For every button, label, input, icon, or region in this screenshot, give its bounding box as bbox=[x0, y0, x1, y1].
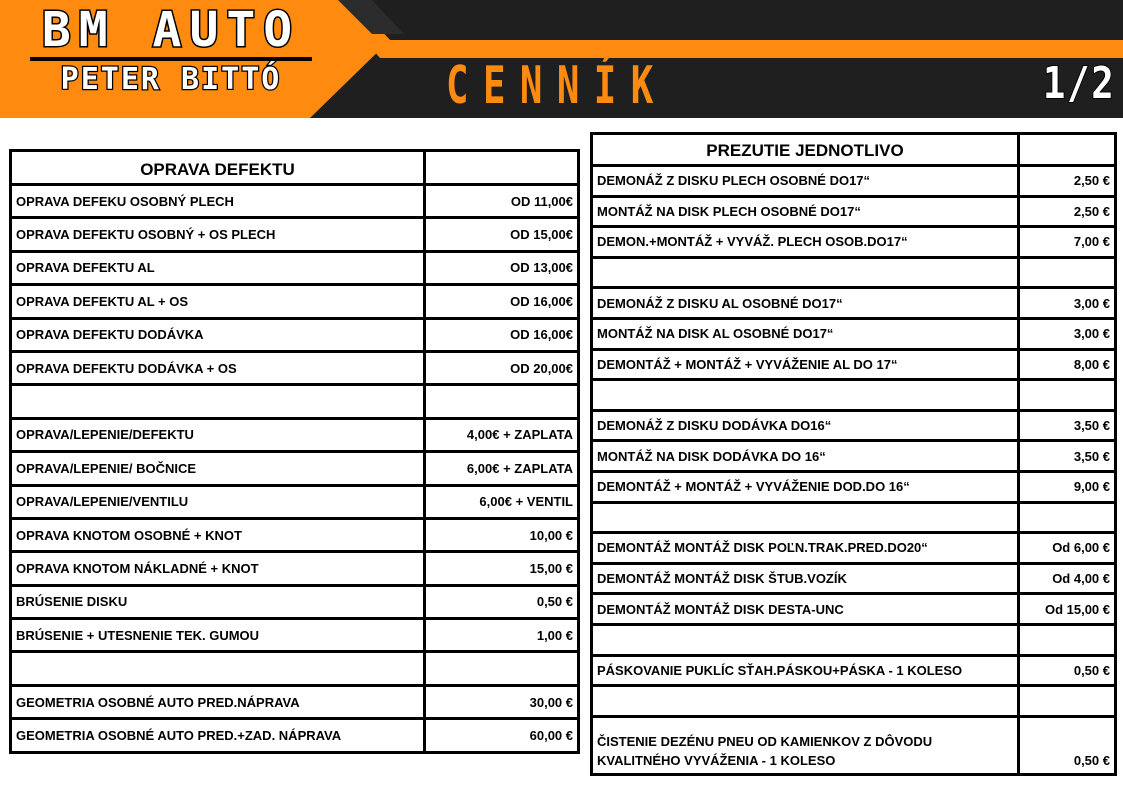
service-price bbox=[425, 385, 579, 418]
tire-change-price-table bbox=[590, 132, 1117, 776]
table-row bbox=[592, 349, 1116, 380]
table-row bbox=[11, 552, 579, 585]
table-header-row bbox=[592, 134, 1116, 166]
service-label: OPRAVA/LEPENIE/VENTILU bbox=[11, 485, 425, 518]
table-row bbox=[11, 652, 579, 685]
service-label bbox=[592, 686, 1019, 717]
service-price: 8,00 € bbox=[1019, 349, 1116, 380]
repair-price-table bbox=[9, 149, 580, 754]
service-label: DEMON.+MONTÁŽ + VYVÁŽ. PLECH OSOB.DO17“ bbox=[592, 227, 1019, 258]
table-row bbox=[11, 251, 579, 284]
service-label: OPRAVA DEFEKTU DODÁVKA bbox=[11, 318, 425, 351]
service-label: DEMONTÁŽ + MONTÁŽ + VYVÁŽENIE AL DO 17“ bbox=[592, 349, 1019, 380]
table-row bbox=[592, 227, 1116, 258]
service-label: OPRAVA DEFEKTU AL bbox=[11, 251, 425, 284]
service-label: DEMONÁŽ Z DISKU AL OSOBNÉ DO17“ bbox=[592, 288, 1019, 319]
table-header: OPRAVA DEFEKTU bbox=[11, 151, 425, 185]
service-label: MONTÁŽ NA DISK PLECH OSOBNÉ DO17“ bbox=[592, 196, 1019, 227]
service-price: 6,00€ + ZAPLATA bbox=[425, 452, 579, 485]
table-row bbox=[592, 410, 1116, 441]
service-label: MONTÁŽ NA DISK DODÁVKA DO 16“ bbox=[592, 441, 1019, 472]
table-row bbox=[592, 594, 1116, 625]
service-label bbox=[11, 385, 425, 418]
service-label bbox=[11, 652, 425, 685]
service-price: 9,00 € bbox=[1019, 471, 1116, 502]
service-price bbox=[1019, 624, 1116, 655]
service-label: OPRAVA KNOTOM NÁKLADNÉ + KNOT bbox=[11, 552, 425, 585]
service-label bbox=[592, 502, 1019, 533]
service-price: Od 6,00 € bbox=[1019, 533, 1116, 564]
table-row bbox=[592, 318, 1116, 349]
service-label: OPRAVA KNOTOM OSOBNÉ + KNOT bbox=[11, 518, 425, 551]
table-row bbox=[11, 318, 579, 351]
table-row bbox=[592, 563, 1116, 594]
service-price: 3,50 € bbox=[1019, 410, 1116, 441]
table-row bbox=[592, 655, 1116, 686]
service-label bbox=[592, 624, 1019, 655]
service-label bbox=[592, 257, 1019, 288]
table-row bbox=[11, 585, 579, 618]
service-label: OPRAVA DEFEKTU DODÁVKA + OS bbox=[11, 351, 425, 384]
table-row bbox=[592, 716, 1116, 774]
service-price: 0,50 € bbox=[425, 585, 579, 618]
service-label: DEMONTÁŽ MONTÁŽ DISK DESTA-UNC bbox=[592, 594, 1019, 625]
table-row bbox=[11, 185, 579, 218]
service-price: 2,50 € bbox=[1019, 196, 1116, 227]
table-row bbox=[592, 166, 1116, 197]
table-row bbox=[592, 441, 1116, 472]
table-row bbox=[11, 218, 579, 251]
owner-name: PETER BITTÓ bbox=[60, 62, 282, 97]
table-header: PREZUTIE JEDNOTLIVO bbox=[592, 134, 1019, 166]
service-label: ČISTENIE DEZÉNU PNEU OD KAMIENKOV Z DÔVODU KVALITNÉHO VYVÁŽENIA - 1 KOLESO bbox=[592, 716, 1019, 774]
service-price: 1,00 € bbox=[425, 619, 579, 652]
service-price: 30,00 € bbox=[425, 685, 579, 718]
service-price bbox=[1019, 380, 1116, 411]
table-row bbox=[592, 380, 1116, 411]
table-row bbox=[592, 624, 1116, 655]
service-label: DEMONÁŽ Z DISKU PLECH OSOBNÉ DO17“ bbox=[592, 166, 1019, 197]
service-price: 0,50 € bbox=[1019, 716, 1116, 774]
service-label: PÁSKOVANIE PUKLÍC SŤAH.PÁSKOU+PÁSKA - 1 KOLESO bbox=[592, 655, 1019, 686]
service-price bbox=[1019, 686, 1116, 717]
service-label bbox=[592, 380, 1019, 411]
service-price: Od 15,00 € bbox=[1019, 594, 1116, 625]
table-row bbox=[11, 685, 579, 718]
service-price bbox=[425, 652, 579, 685]
table-row bbox=[592, 502, 1116, 533]
table-header-empty bbox=[1019, 134, 1116, 166]
table-row bbox=[11, 619, 579, 652]
table-row bbox=[592, 196, 1116, 227]
service-price: 6,00€ + VENTIL bbox=[425, 485, 579, 518]
service-label: DEMONTÁŽ + MONTÁŽ + VYVÁŽENIE DOD.DO 16“ bbox=[592, 471, 1019, 502]
page-header bbox=[0, 0, 1123, 118]
service-label: MONTÁŽ NA DISK AL OSOBNÉ DO17“ bbox=[592, 318, 1019, 349]
table-header-empty bbox=[425, 151, 579, 185]
service-label: DEMONTÁŽ MONTÁŽ DISK POĽN.TRAK.PRED.DO20“ bbox=[592, 533, 1019, 564]
table-row bbox=[11, 418, 579, 451]
service-label: GEOMETRIA OSOBNÉ AUTO PRED.NÁPRAVA bbox=[11, 685, 425, 718]
table-row bbox=[11, 285, 579, 318]
service-price: Od 4,00 € bbox=[1019, 563, 1116, 594]
service-price bbox=[1019, 502, 1116, 533]
service-label: DEMONTÁŽ MONTÁŽ DISK ŠTUB.VOZÍK bbox=[592, 563, 1019, 594]
service-label: OPRAVA DEFEKTU AL + OS bbox=[11, 285, 425, 318]
service-price: 15,00 € bbox=[425, 552, 579, 585]
service-price: OD 15,00€ bbox=[425, 218, 579, 251]
table-row bbox=[11, 452, 579, 485]
page-number: 1/2 bbox=[1042, 58, 1115, 109]
service-price: 3,00 € bbox=[1019, 318, 1116, 349]
service-price: 7,00 € bbox=[1019, 227, 1116, 258]
service-price: 3,00 € bbox=[1019, 288, 1116, 319]
service-price: OD 20,00€ bbox=[425, 351, 579, 384]
service-price: 4,00€ + ZAPLATA bbox=[425, 418, 579, 451]
service-price: 10,00 € bbox=[425, 518, 579, 551]
table-row bbox=[592, 686, 1116, 717]
table-row bbox=[592, 257, 1116, 288]
table-row bbox=[592, 533, 1116, 564]
service-price bbox=[1019, 257, 1116, 288]
table-row bbox=[11, 385, 579, 418]
table-row bbox=[11, 518, 579, 551]
service-label: DEMONÁŽ Z DISKU DODÁVKA DO16“ bbox=[592, 410, 1019, 441]
table-row bbox=[11, 351, 579, 384]
service-label: BRÚSENIE DISKU bbox=[11, 585, 425, 618]
table-row bbox=[592, 471, 1116, 502]
service-label: OPRAVA/LEPENIE/ BOČNICE bbox=[11, 452, 425, 485]
page-title: CENNÍK bbox=[446, 56, 668, 116]
table-header-row bbox=[11, 151, 579, 185]
service-price: 3,50 € bbox=[1019, 441, 1116, 472]
brand-logo-text: BM AUTO bbox=[41, 2, 301, 58]
service-price: 2,50 € bbox=[1019, 166, 1116, 197]
service-label: GEOMETRIA OSOBNÉ AUTO PRED.+ZAD. NÁPRAVA bbox=[11, 719, 425, 752]
service-price: 60,00 € bbox=[425, 719, 579, 752]
service-label: OPRAVA DEFEKTU OSOBNÝ + OS PLECH bbox=[11, 218, 425, 251]
service-label: BRÚSENIE + UTESNENIE TEK. GUMOU bbox=[11, 619, 425, 652]
service-label: OPRAVA/LEPENIE/DEFEKTU bbox=[11, 418, 425, 451]
service-label: OPRAVA DEFEKU OSOBNÝ PLECH bbox=[11, 185, 425, 218]
service-price: OD 13,00€ bbox=[425, 251, 579, 284]
table-row bbox=[11, 485, 579, 518]
table-row bbox=[592, 288, 1116, 319]
table-row bbox=[11, 719, 579, 752]
service-price: OD 16,00€ bbox=[425, 285, 579, 318]
service-price: OD 11,00€ bbox=[425, 185, 579, 218]
service-price: OD 16,00€ bbox=[425, 318, 579, 351]
service-price: 0,50 € bbox=[1019, 655, 1116, 686]
